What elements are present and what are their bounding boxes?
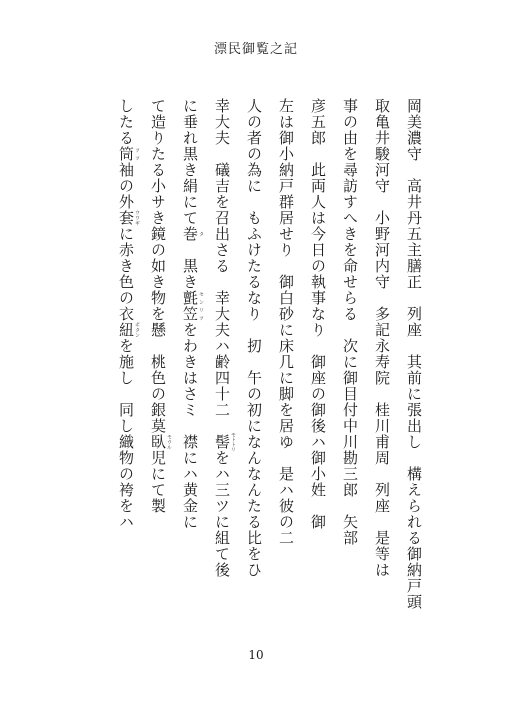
ruby-annotation: 套 ウワギ — [117, 210, 140, 226]
ruby-annotation: 巻 タ — [181, 226, 204, 242]
text-line: 事の由を尋訪すへきを命せらる 次に御目付中川勘三郎 矢部 — [341, 98, 359, 546]
text-line: 岡美濃守 高井丹五主膳正 列座 其前に張出し 構えられる御納戸頭 — [405, 98, 423, 610]
text-line: 取亀井駿河守 小野河内守 多記永寿院 桂川甫周 列座 是等は — [373, 98, 391, 578]
ruby-annotation: 紐 ボタン — [117, 322, 140, 338]
text-line: 人の者の為に もふけたるなり 扨 午の初になんなんたる比をひ — [245, 98, 263, 578]
text-line: 彦五郎 此両人は今日の執事なり 御座の御後ハ御小姓 御 — [309, 98, 327, 530]
running-header: 漂民御覧之記 — [213, 42, 298, 57]
text-line: に垂れ黒き絹にて巻 タ 黒き氈笠 センリツをわきはさミ 襟にハ黄金に — [181, 98, 204, 530]
ruby-annotation: 臥 モウル — [149, 434, 172, 450]
text-line: 左は御小納戸群居せり 御白砂に床几に脚を居ゆ 是ハ彼の二 — [277, 98, 295, 546]
ruby-annotation: 髻 モトトリ — [213, 432, 236, 452]
page-number: 10 — [248, 648, 264, 662]
ruby-annotation: 筒 ツツ — [117, 146, 140, 162]
text-line: 幸大夫 礒吉を召出さる 幸大夫ハ齢四十二 髻 モトトリをハ三ツに組て後 — [213, 98, 236, 578]
text-line: したる筒 ツツ袖の外套 ウワギに赤き色の衣紐 ボタンを施し 同し織物の袴をハ — [117, 98, 140, 530]
vertical-text-body — [80, 98, 430, 618]
text-line: て造りたる小サき鏡の如き物を懸 桃色の銀莫臥 モウル児にて製 — [149, 98, 172, 514]
ruby-annotation: 氈笠 センリツ — [181, 290, 204, 322]
